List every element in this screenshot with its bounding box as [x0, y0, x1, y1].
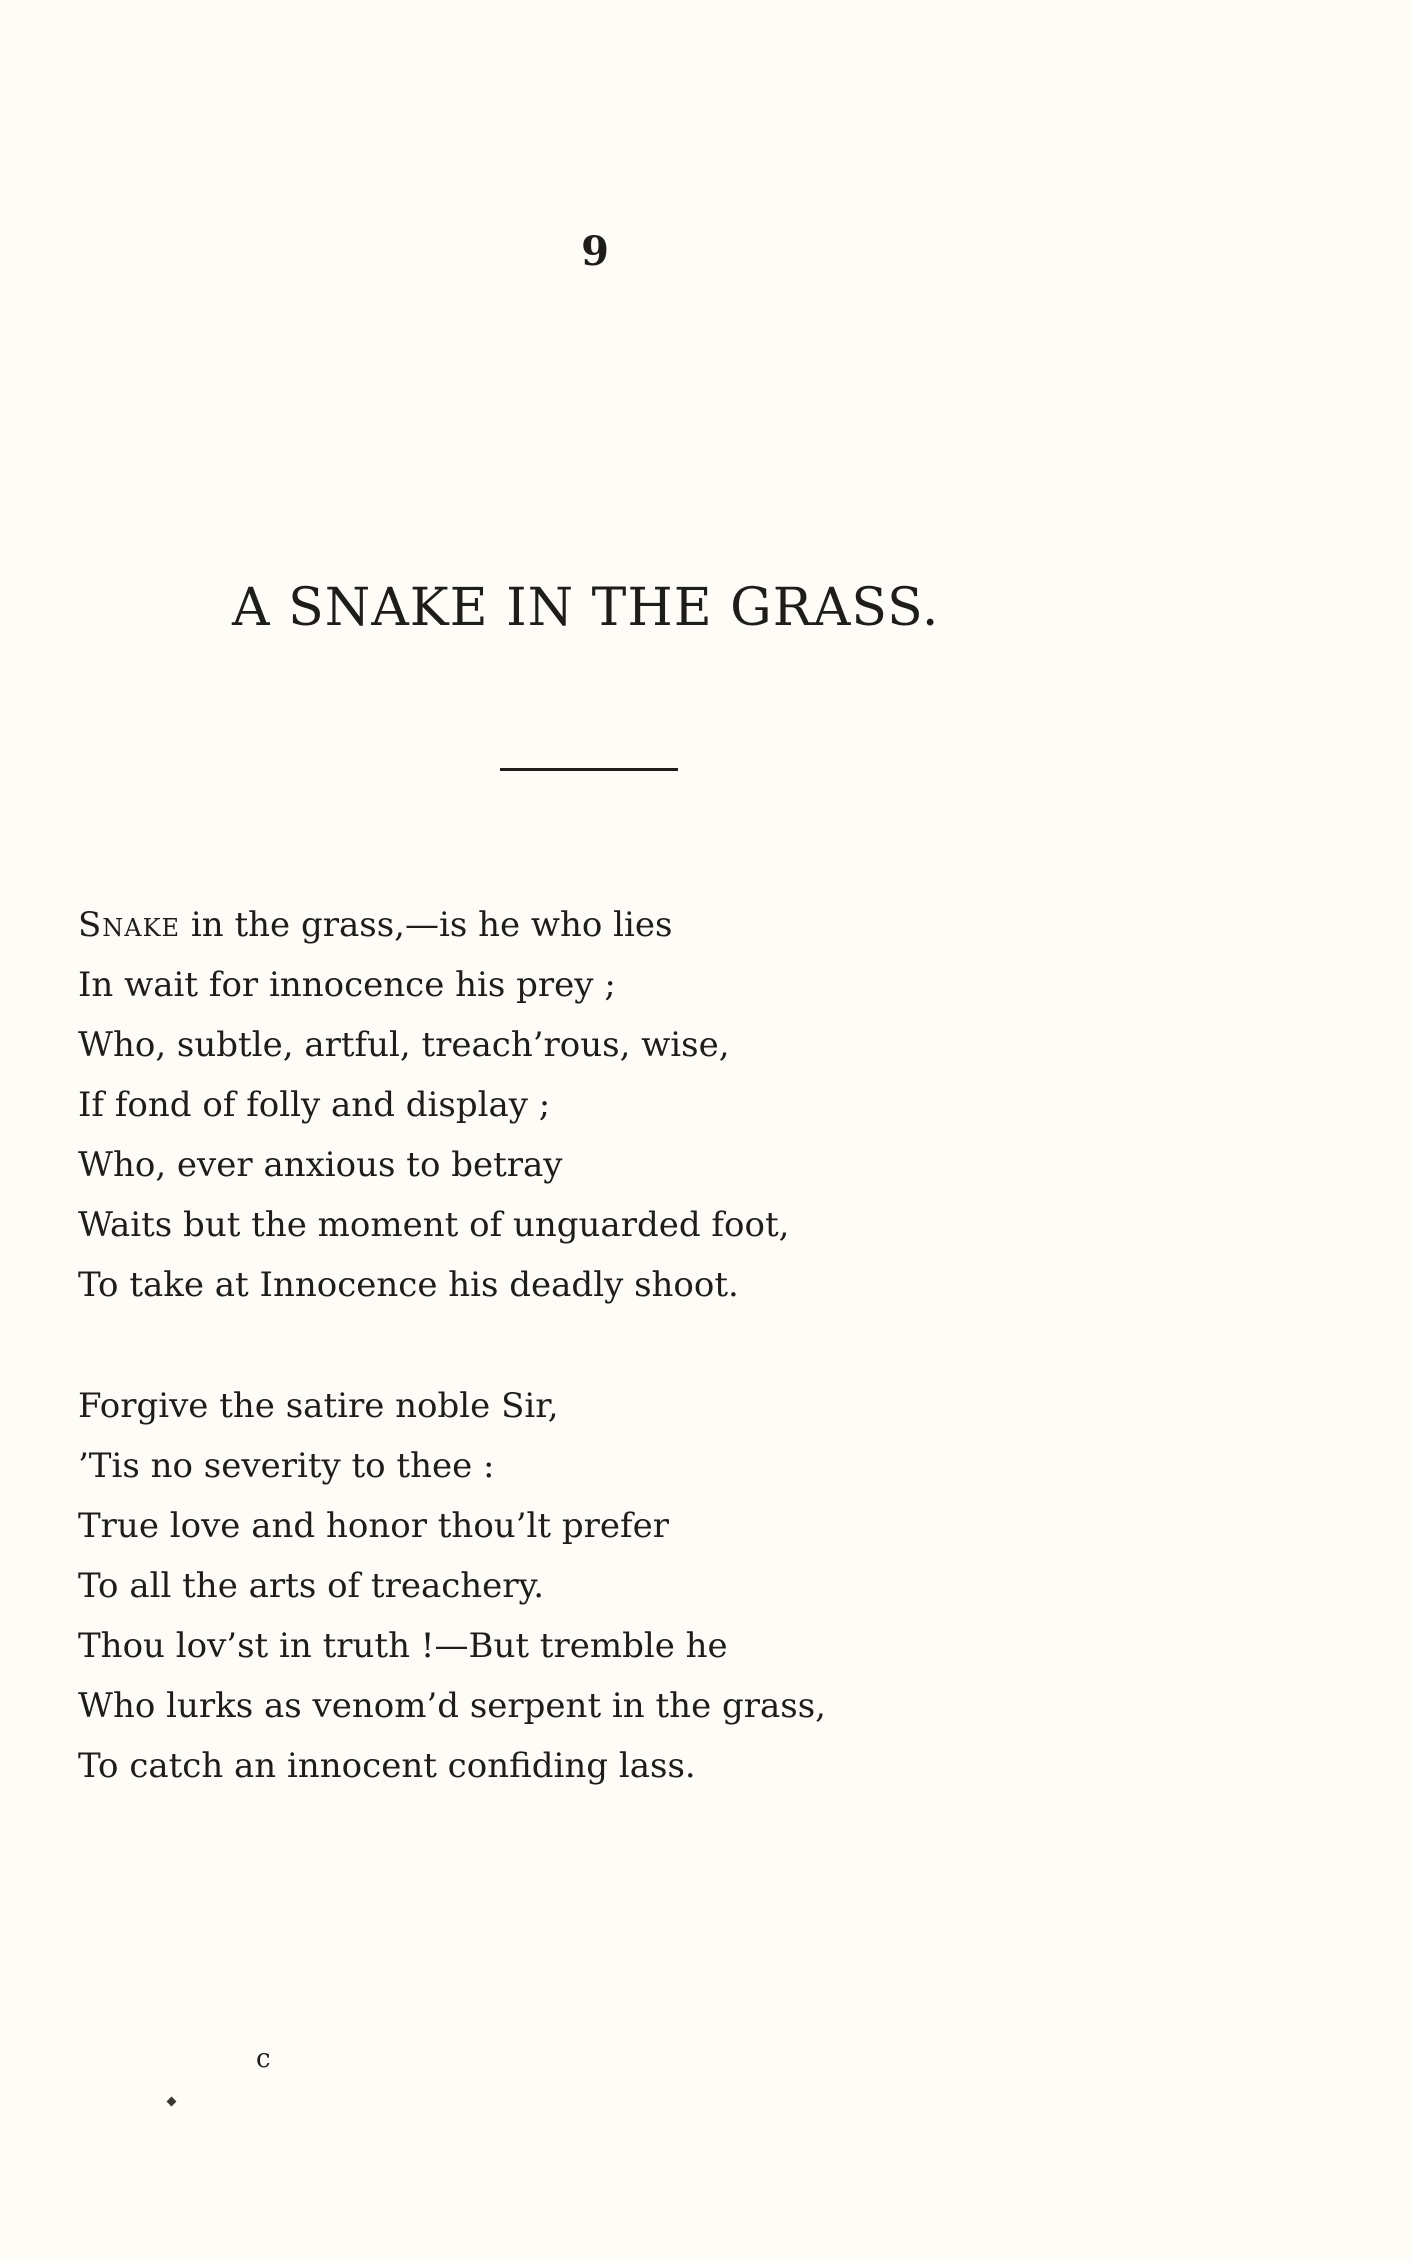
poem-line: Who lurks as venom’d serpent in the grass, [78, 1686, 826, 1726]
stanza-2 [78, 1376, 826, 1796]
poem-line: Thou lov’st in truth !—But tremble he [78, 1626, 728, 1666]
page-number: 9 [581, 228, 609, 275]
stanza-1 [78, 895, 789, 1315]
poem-line: Forgive the satire noble Sir, [78, 1386, 559, 1426]
title-rule [500, 768, 678, 771]
poem-line: Who, subtle, artful, treach’rous, wise, [78, 1025, 730, 1065]
poem-line: In wait for innocence his prey ; [78, 965, 616, 1005]
poem-line: To take at Innocence his deadly shoot. [78, 1265, 739, 1305]
poem-line-rest: in the grass,—is he who lies [180, 905, 673, 945]
poem-line: ’Tis no severity to thee : [78, 1446, 495, 1486]
poem-line: Who, ever anxious to betray [78, 1145, 563, 1185]
drop-smallcaps-word: Snake [78, 905, 181, 945]
poem-line: True love and honor thou’lt prefer [78, 1506, 669, 1546]
ink-speck [167, 2097, 177, 2107]
poem-title: A SNAKE IN THE GRASS. [232, 578, 940, 638]
poem-line: If fond of folly and display ; [78, 1085, 551, 1125]
poem-line [78, 895, 789, 955]
poem-line: To catch an innocent confiding lass. [78, 1746, 696, 1786]
poem-line: Waits but the moment of unguarded foot, [78, 1205, 790, 1245]
signature-mark: c [256, 2044, 271, 2074]
poem-line: To all the arts of treachery. [78, 1566, 545, 1606]
